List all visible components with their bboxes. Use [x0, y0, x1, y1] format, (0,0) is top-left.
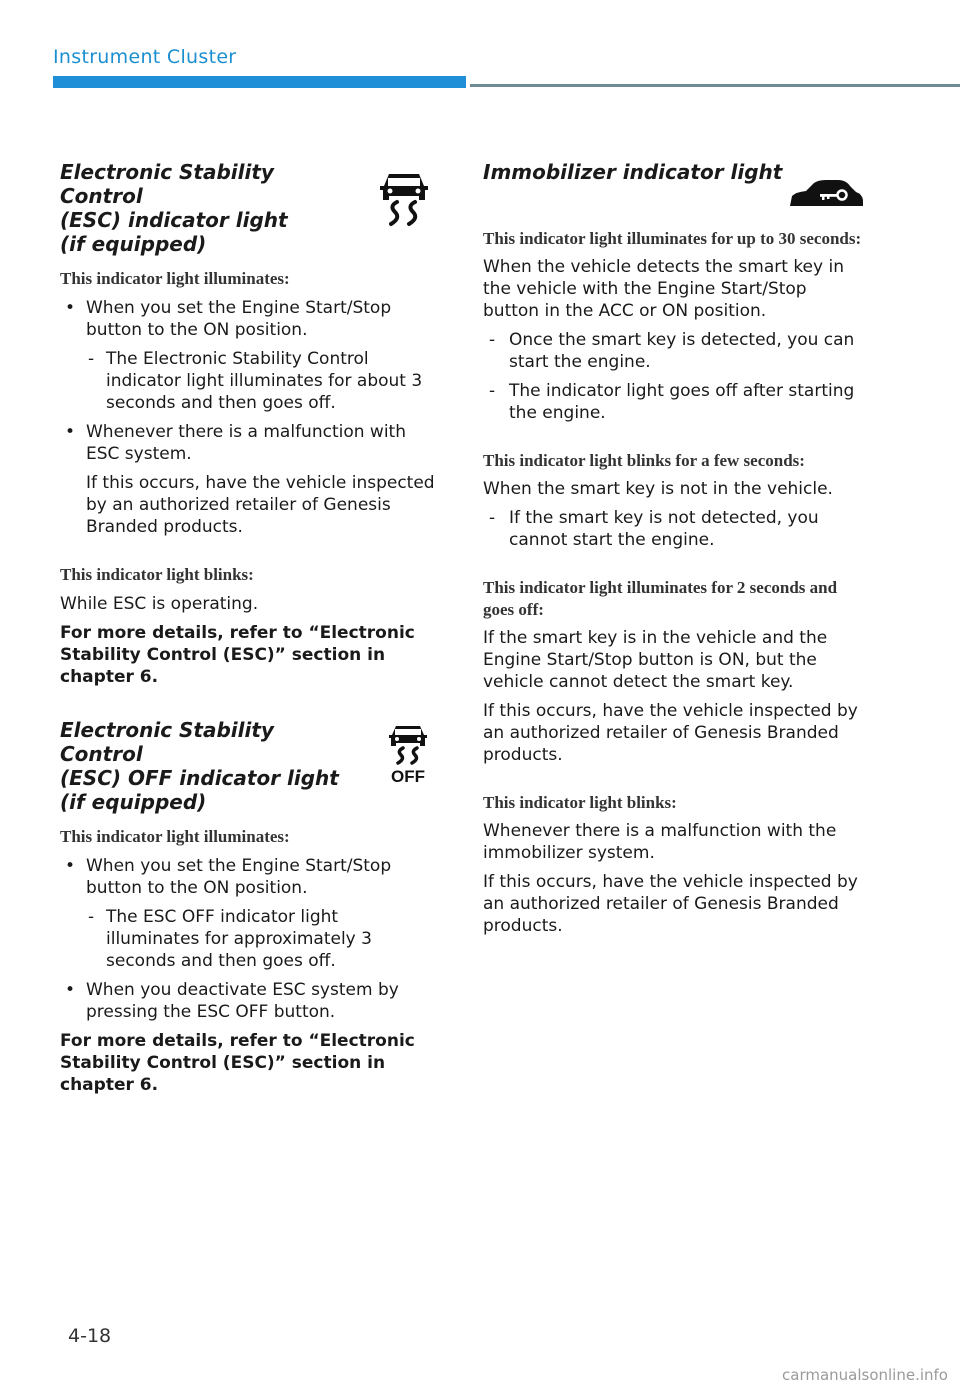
- immobilizer-para-3: If the smart key is in the vehicle and the Engine Start/Stop button is ON, but the vehicle cannot detect the smart key.: [483, 628, 828, 692]
- esc-bullet-2: • Whenever there is a malfunction with ESC system.: [60, 421, 435, 465]
- right-column: [483, 160, 868, 937]
- immobilizer-heading-blinks: This indicator light blinks:: [483, 793, 677, 812]
- esc-section: [60, 160, 435, 688]
- esc-blinks-heading: This indicator light blinks:: [60, 565, 254, 584]
- immobilizer-para-6: If this occurs, have the vehicle inspected by an authorized retailer of Genesis Branded products.: [483, 872, 858, 936]
- immobilizer-para-5: Whenever there is a malfunction with the immobilizer system.: [483, 821, 837, 863]
- immobilizer-para-2: When the smart key is not in the vehicle.: [483, 479, 833, 499]
- esc-off-icon-label: OFF: [391, 767, 425, 784]
- page-number: 4-18: [68, 1325, 112, 1347]
- immobilizer-heading-30s: This indicator light illuminates for up to 30 seconds:: [483, 229, 862, 248]
- immobilizer-heading-blinks-few: This indicator light blinks for a few seconds:: [483, 451, 805, 470]
- esc-off-section: [60, 718, 435, 1096]
- esc-blinks-text: While ESC is operating.: [60, 594, 259, 614]
- immobilizer-key-car-icon: [786, 178, 866, 218]
- header-rule: [470, 84, 960, 87]
- footer-watermark[interactable]: carmanualsonline.info: [782, 1366, 948, 1384]
- immobilizer-heading-2s: This indicator light illuminates for 2 seconds and goes off:: [483, 578, 838, 619]
- esc-off-dash-1: - The ESC OFF indicator light illuminates for approximately 3 seconds and then goes off.: [60, 906, 435, 972]
- esc-off-bullet-2: • When you deactivate ESC system by pressing the ESC OFF button.: [60, 979, 435, 1023]
- immobilizer-section: [483, 160, 868, 937]
- esc-dash-1: - The Electronic Stability Control indicator light illuminates for about 3 seconds and then goes off.: [60, 348, 435, 414]
- header-title: Instrument Cluster: [53, 46, 237, 68]
- esc-off-indicator-icon: [383, 722, 435, 788]
- esc-more-details: For more details, refer to “Electronic Stability Control (ESC)” section in chapter 6.: [60, 623, 415, 687]
- immobilizer-dash-2: - The indicator light goes off after starting the engine.: [483, 380, 868, 424]
- immobilizer-para-1: When the vehicle detects the smart key in the vehicle with the Engine Start/Stop button in the ACC or ON position.: [483, 257, 844, 321]
- esc-illuminates-heading: This indicator light illuminates:: [60, 269, 290, 288]
- esc-off-bullet-1: • When you set the Engine Start/Stop button to the ON position.: [60, 855, 435, 899]
- esc-bullet-1: • When you set the Engine Start/Stop button to the ON position.: [60, 297, 435, 341]
- esc-indicator-icon: [375, 168, 435, 232]
- esc-off-more-details: For more details, refer to “Electronic Stability Control (ESC)” section in chapter 6.: [60, 1031, 415, 1095]
- immobilizer-para-4: If this occurs, have the vehicle inspected by an authorized retailer of Genesis Branded products.: [483, 701, 858, 765]
- esc-bullet-2-note: If this occurs, have the vehicle inspected by an authorized retailer of Genesis Branded products.: [86, 473, 435, 537]
- immobilizer-title: Immobilizer indicator light: [483, 160, 783, 184]
- immobilizer-dash-1: - Once the smart key is detected, you can start the engine.: [483, 329, 868, 373]
- esc-title: Electronic Stability Control (ESC) indicator light (if equipped): [60, 160, 288, 256]
- left-column: [60, 160, 435, 1096]
- esc-off-illuminates-heading: This indicator light illuminates:: [60, 827, 290, 846]
- esc-off-title: Electronic Stability Control (ESC) OFF indicator light (if equipped): [60, 718, 339, 814]
- immobilizer-dash-3: - If the smart key is not detected, you cannot start the engine.: [483, 507, 868, 551]
- header-accent-bar: [53, 76, 466, 88]
